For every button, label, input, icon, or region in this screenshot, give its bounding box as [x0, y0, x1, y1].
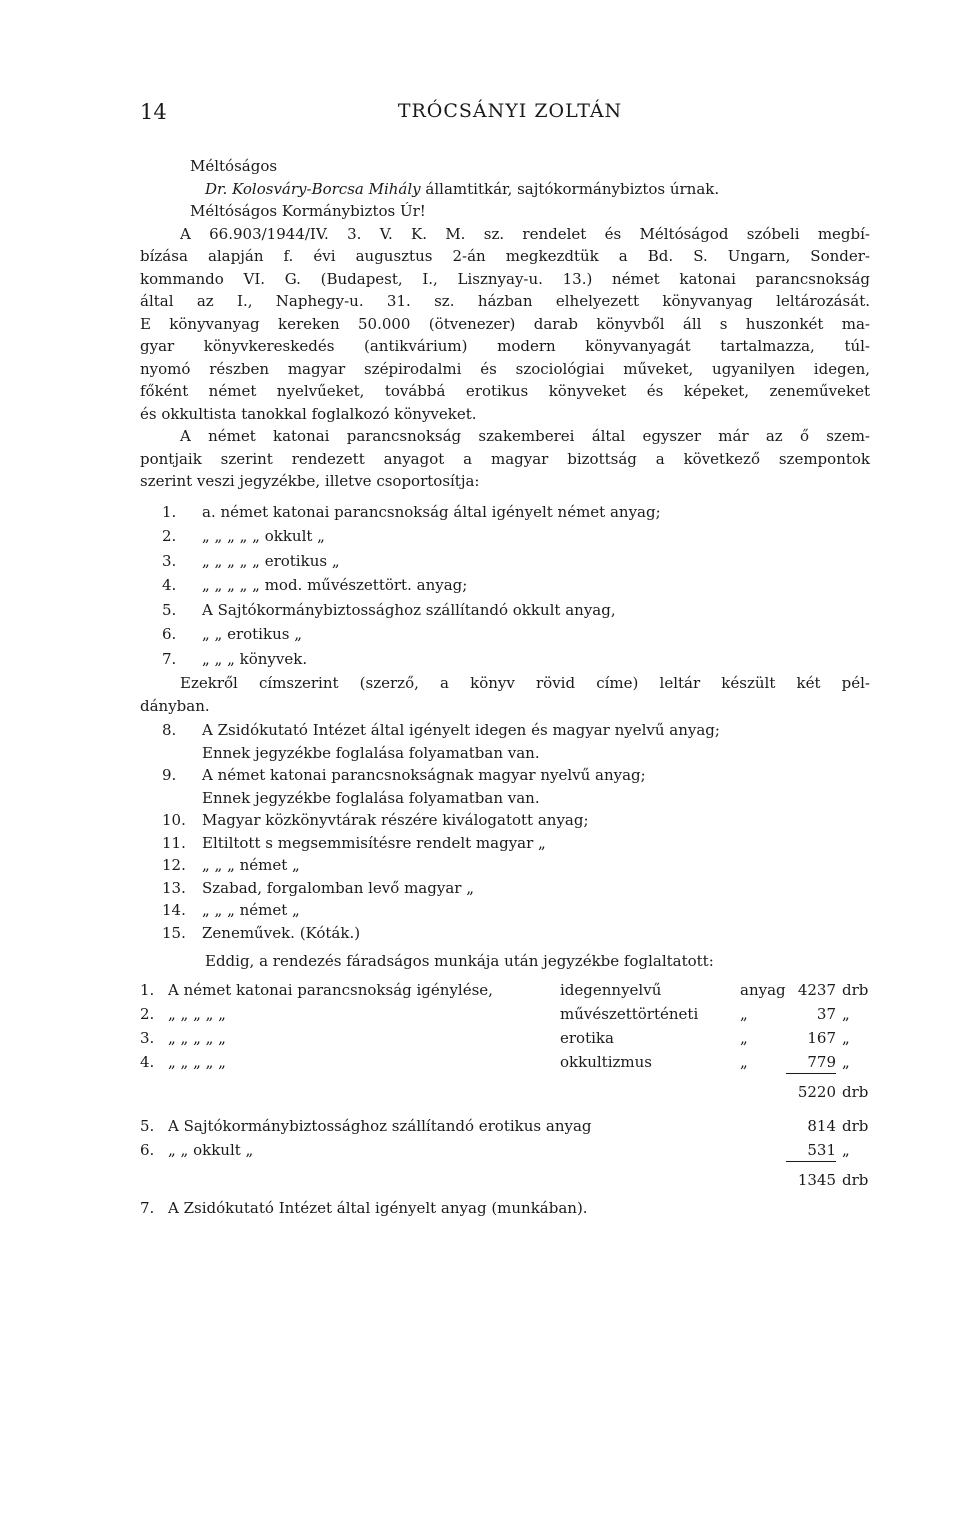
category-number: 1. [162, 502, 177, 521]
category-text: A Zsidókutató Intézet által igényelt idegen és magyar nyelvű anyag; [202, 721, 720, 739]
paragraph-1 [140, 223, 870, 426]
category-list-continued [140, 719, 870, 944]
category-text: Szabad, forgalomban levő magyar „ [202, 878, 474, 897]
totals-table [140, 979, 870, 1075]
totals-description: „ „ „ „ „ [168, 1004, 226, 1023]
paragraph-line: nyomó részben magyar szépirodalmi és szociológiai műveket, ugyanilyen idegen, [140, 359, 870, 378]
totals-unit: „ [842, 1052, 850, 1071]
category-item [140, 550, 870, 575]
last-item-number: 7. [140, 1198, 155, 1217]
category-number: 15. [162, 923, 186, 942]
category-text: „ „ „ német „ [202, 901, 300, 919]
running-title: TRÓCSÁNYI ZOLTÁN [397, 100, 623, 122]
paragraph-line: dányban. [140, 696, 210, 715]
category-text: A német katonai parancsnokságnak magyar nyelvű anyag; [202, 766, 646, 784]
totals-count: 4237 [797, 980, 836, 999]
subtotal-row-1 [140, 1081, 870, 1105]
category-item [140, 764, 870, 787]
category-text: „ „ „ „ „ mod. művészettört. anyag; [202, 576, 468, 594]
paragraph-line: szerint veszi jegyzékbe, illetve csoportosítja: [140, 472, 480, 490]
totals-row [140, 979, 870, 1003]
category-text: „ „ „ „ „ okkult „ [202, 527, 325, 545]
last-item [140, 1197, 870, 1221]
category-item [140, 574, 870, 599]
category-item [140, 832, 870, 855]
totals-intro: Eddig, a rendezés fáradságos munkája után jegyzékbe foglaltatott: [205, 952, 714, 970]
totals-category: idegennyelvű [560, 980, 662, 999]
totals-row [140, 1051, 870, 1075]
totals-category: erotika [560, 1028, 614, 1047]
totals-qualifier: „ [740, 1052, 748, 1071]
totals-row [140, 1139, 870, 1163]
totals-row [140, 1027, 870, 1051]
totals-number: 4. [140, 1052, 155, 1071]
subtotal-1-unit: drb [842, 1082, 869, 1101]
totals-description: „ „ „ „ „ [168, 1028, 226, 1047]
category-text: Eltiltott s megsemmisítésre rendelt magyar „ [202, 833, 546, 852]
totals-description: A Sajtókormánybiztossághoz szállítandó erotikus anyag [168, 1116, 592, 1135]
paragraph-2 [140, 425, 870, 493]
category-number: 13. [162, 878, 186, 897]
addressee-name: Dr. Kolosváry-Borcsa Mihály [205, 179, 421, 198]
totals-qualifier: „ [740, 1028, 748, 1047]
page-header [140, 100, 880, 130]
category-item [140, 922, 870, 945]
totals-category: művészettörténeti [560, 1004, 699, 1023]
totals-row [140, 1003, 870, 1027]
paragraph-line: A német katonai parancsnokság szakemberei által egyszer már az ő szem- [180, 427, 870, 445]
category-item [140, 787, 870, 810]
totals-description: „ „ okkult „ [168, 1140, 254, 1159]
totals-description: A német katonai parancsnokság igénylése, [168, 980, 493, 999]
totals-qualifier: anyag [740, 980, 786, 999]
paragraph-line: bízása alapján f. évi augusztus 2-án megkezdtük a Bd. S. Ungarn, Sonder- [140, 247, 870, 265]
category-text: Ennek jegyzékbe foglalása folyamatban van. [202, 788, 540, 807]
totals-count: 167 [807, 1028, 836, 1047]
totals-number: 5. [140, 1116, 155, 1135]
paragraph-line: A 66.903/1944/IV. 3. V. K. M. sz. rendelet és Méltóságod szóbeli megbí- [180, 224, 870, 243]
addressee [140, 178, 870, 201]
category-item [140, 623, 870, 648]
category-number: 8. [162, 721, 177, 739]
category-text: „ „ erotikus „ [202, 625, 302, 643]
category-item [140, 854, 870, 877]
totals-row [140, 1115, 870, 1139]
totals-unit: „ [842, 1028, 850, 1047]
paragraph-line: E könyvanyag kereken 50.000 (ötvenezer) darab könyvből áll s huszonkét ma- [140, 314, 870, 333]
category-item [140, 877, 870, 900]
category-item [140, 648, 870, 673]
last-item-text: A Zsidókutató Intézet által igényelt anyag (munkában). [168, 1198, 588, 1217]
totals-count: 37 [816, 1004, 836, 1023]
category-item [140, 899, 870, 922]
subtotal-1-value: 5220 [797, 1082, 836, 1101]
totals-count: 531 [786, 1139, 836, 1163]
category-text: A Sajtókormánybiztossághoz szállítandó okkult anyag, [202, 600, 616, 619]
category-item [140, 501, 870, 526]
category-number: 7. [162, 649, 177, 668]
category-number: 6. [162, 625, 177, 643]
paragraph-line: főként német nyelvűeket, továbbá erotikus könyveket és képeket, zeneműveket [140, 382, 870, 400]
paragraph-line: Ezekről címszerint (szerző, a könyv rövid címe) leltár készült két pél- [180, 674, 870, 692]
category-item [140, 525, 870, 550]
totals-category: okkultizmus [560, 1052, 652, 1071]
totals-count: 779 [786, 1051, 836, 1075]
subtotal-row-2 [140, 1169, 870, 1193]
totals-unit: „ [842, 1140, 850, 1159]
subtotal-2-unit: drb [842, 1170, 869, 1189]
totals-unit: drb [842, 1116, 869, 1135]
category-number: 2. [162, 527, 177, 545]
category-text: Zeneművek. (Kóták.) [202, 923, 361, 942]
totals-number: 2. [140, 1004, 155, 1023]
totals-number: 6. [140, 1140, 155, 1159]
category-number: 3. [162, 551, 177, 570]
category-text: Magyar közkönyvtárak részére kiválogatott anyag; [202, 811, 589, 829]
category-number: 9. [162, 766, 177, 784]
addressee-title: államtitkár, sajtókormánybiztos úrnak. [425, 179, 720, 198]
totals-number: 1. [140, 980, 155, 999]
category-number: 5. [162, 600, 177, 619]
totals-unit: drb [842, 980, 869, 999]
greeting: Méltóságos Kormánybiztos Úr! [190, 202, 426, 220]
paragraph-3 [140, 672, 870, 717]
category-number: 11. [162, 833, 186, 852]
paragraph-line: kommando VI. G. (Budapest, I., Lisznyay-u. 13.) német katonai parancsnokság [140, 269, 870, 288]
category-text: a. német katonai parancsnokság által igényelt német anyag; [202, 502, 661, 521]
category-text: „ „ „ német „ [202, 856, 300, 874]
totals-qualifier: „ [740, 1004, 748, 1023]
category-text: Ennek jegyzékbe foglalása folyamatban van. [202, 743, 540, 762]
category-list [140, 501, 870, 673]
totals-unit: „ [842, 1004, 850, 1023]
paragraph-line: pontjaik szerint rendezett anyagot a magyar bizottság a következő szempontok [140, 449, 870, 468]
totals-count: 814 [807, 1116, 836, 1135]
paragraph-line: és okkultista tanokkal foglalkozó könyveket. [140, 404, 477, 423]
category-text: „ „ „ „ „ erotikus „ [202, 551, 340, 570]
category-number: 12. [162, 856, 186, 874]
paragraph-line: által az I., Naphegy-u. 31. sz. házban elhelyezett könyvanyag leltározását. [140, 292, 870, 310]
category-item [140, 719, 870, 742]
category-number: 10. [162, 811, 186, 829]
letter-body [140, 155, 870, 1221]
page-number: 14 [140, 100, 167, 124]
paragraph-line: gyar könyvkereskedés (antikvárium) modern könyvanyagát tartalmazza, túl- [140, 337, 870, 355]
category-item [140, 742, 870, 765]
category-number: 4. [162, 576, 177, 594]
totals-number: 3. [140, 1028, 155, 1047]
subtotal-2-value: 1345 [797, 1170, 836, 1189]
category-item [140, 599, 870, 624]
totals-description: „ „ „ „ „ [168, 1052, 226, 1071]
totals-table-2 [140, 1115, 870, 1163]
salutation: Méltóságos [190, 157, 278, 175]
category-item [140, 809, 870, 832]
category-text: „ „ „ könyvek. [202, 649, 308, 668]
category-number: 14. [162, 901, 186, 919]
